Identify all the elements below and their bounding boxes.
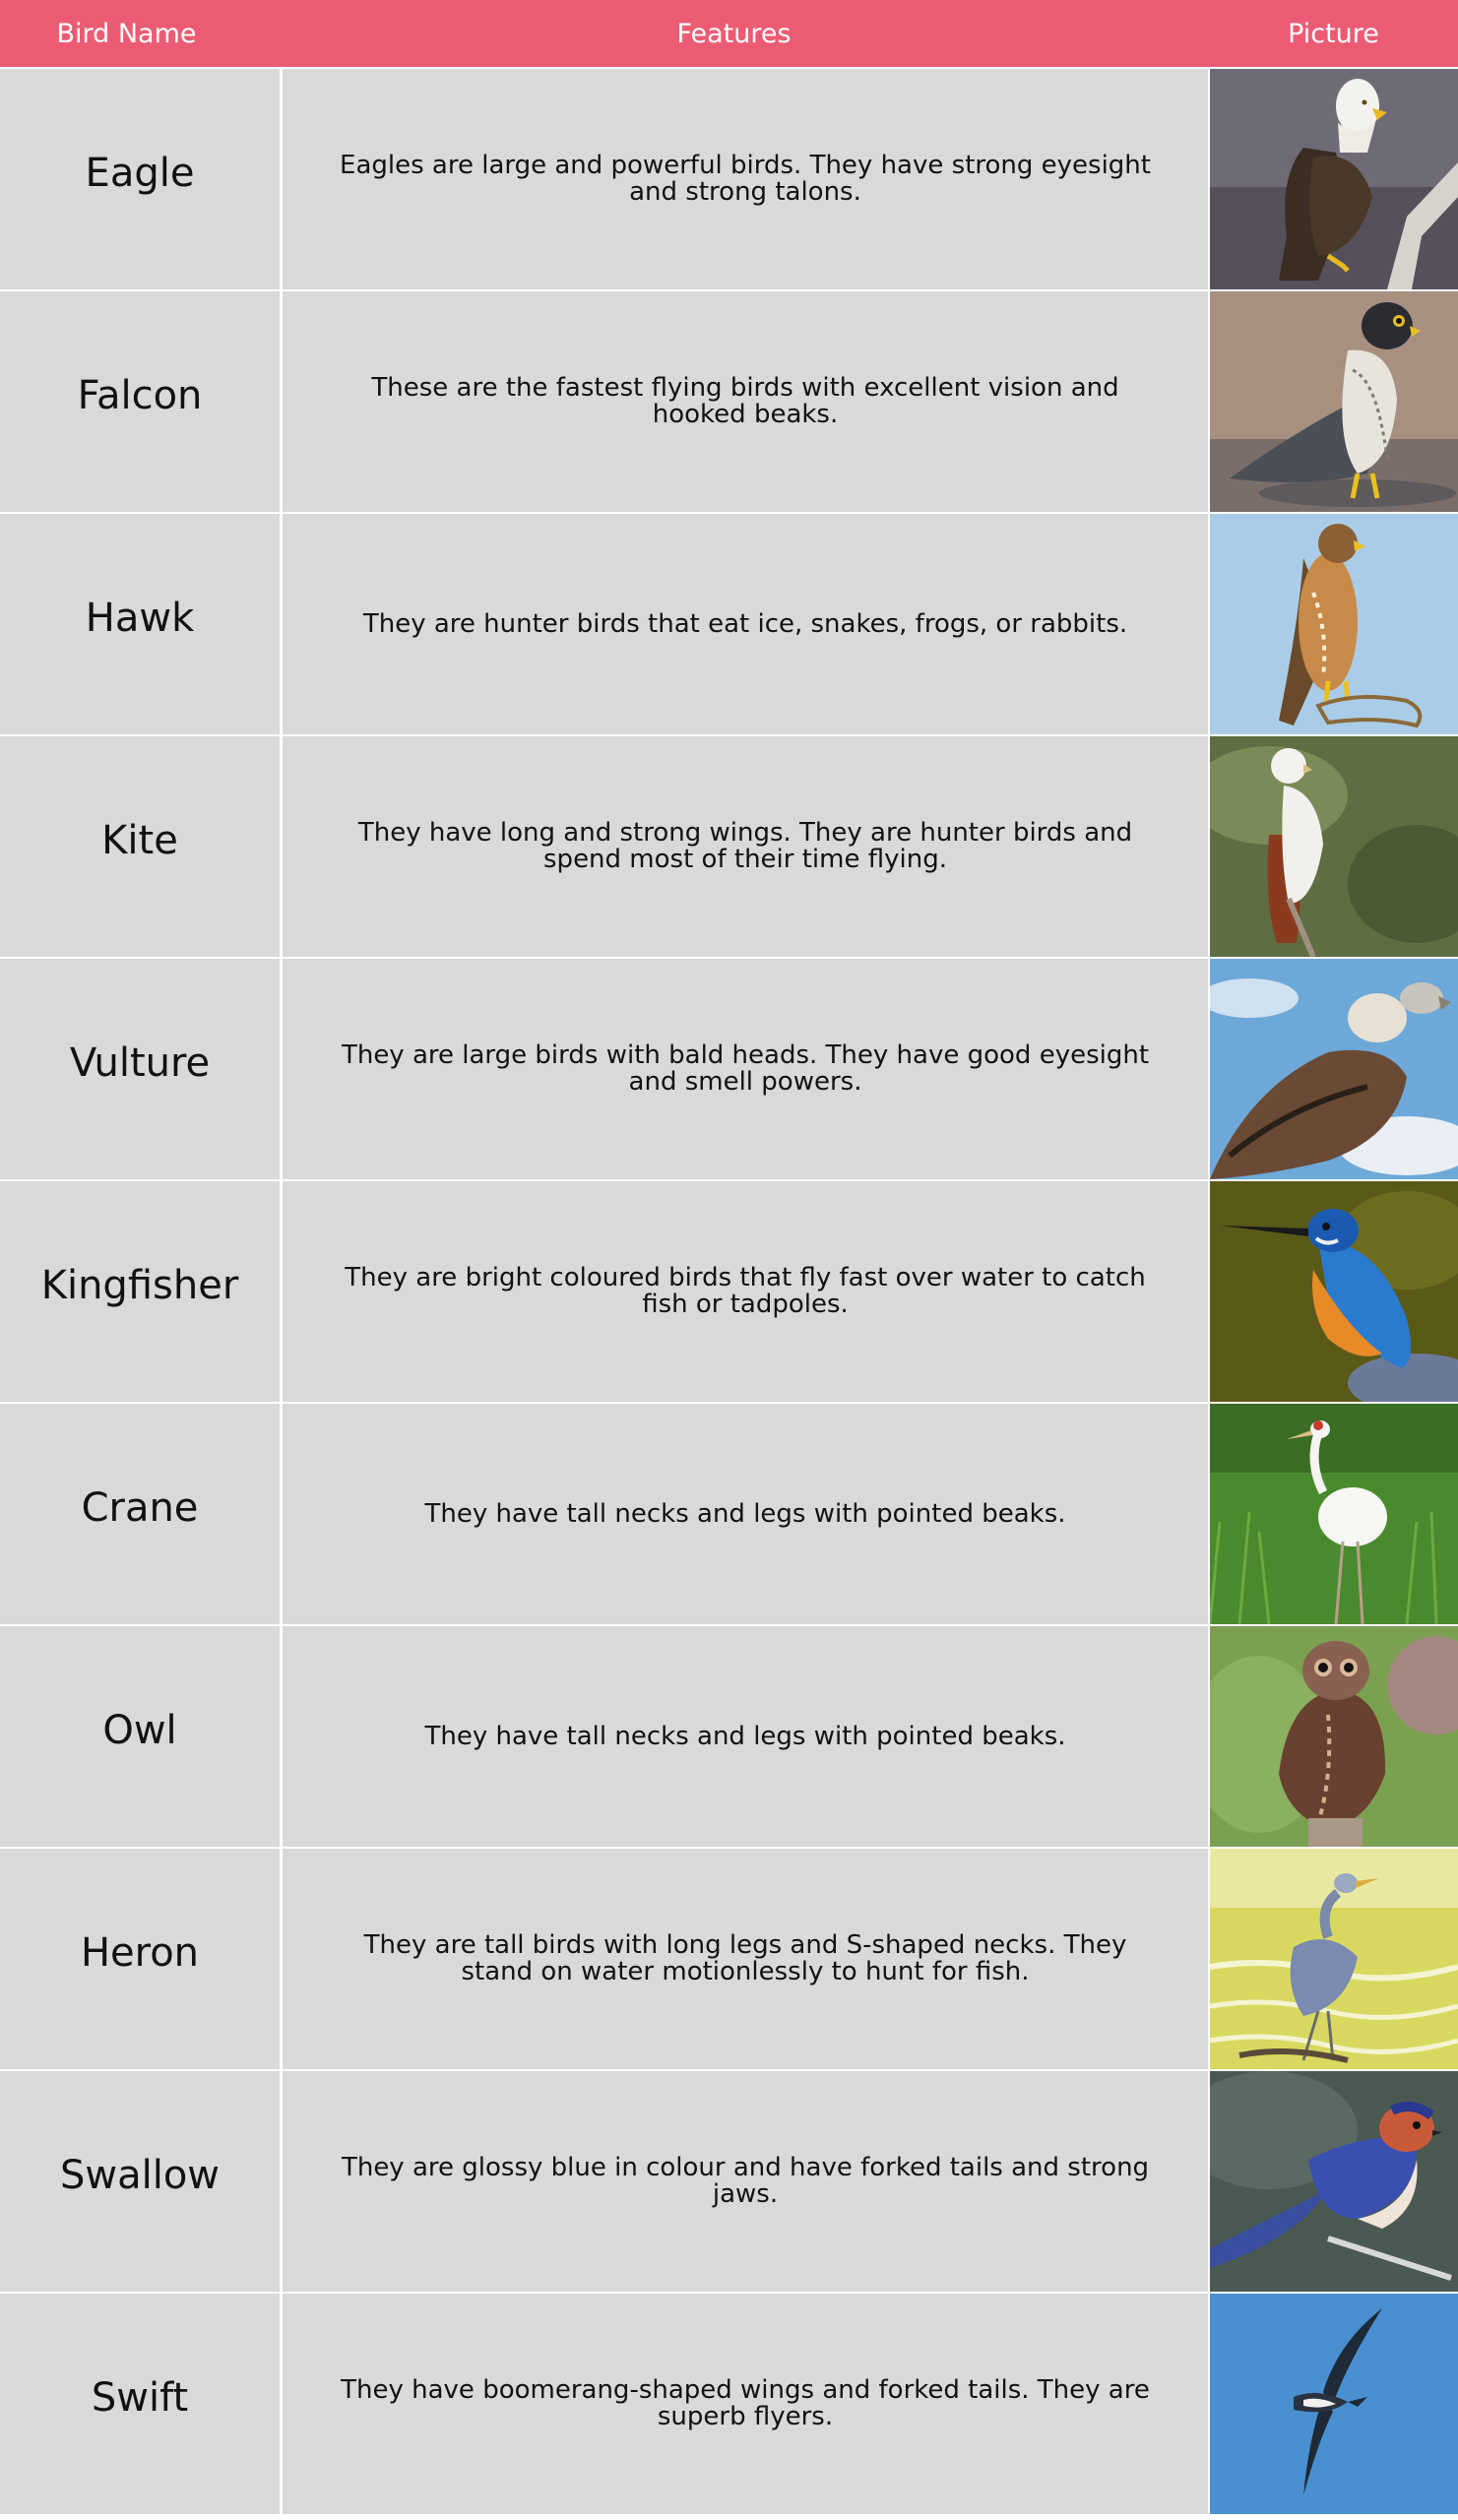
table-header <box>0 0 1458 67</box>
bird-features: Eagles are large and powerful birds. They have strong eyesight and strong talons. <box>283 69 1208 289</box>
table-row <box>0 1626 1458 1847</box>
bird-features: They have tall necks and legs with pointed beaks. <box>283 1404 1208 1624</box>
bird-features: They are glossy blue in colour and have forked tails and strong jaws. <box>283 2071 1208 2292</box>
falcon-photo <box>1210 291 1458 512</box>
bird-name: Owl <box>0 1626 280 1847</box>
table-row <box>0 736 1458 957</box>
owl-photo <box>1210 1626 1458 1847</box>
header-features: Features <box>676 18 792 49</box>
bird-name: Kingfisher <box>0 1181 280 1402</box>
table-row <box>0 1181 1458 1402</box>
bird-name: Vulture <box>0 959 280 1179</box>
eagle-photo <box>1210 69 1458 289</box>
bird-features: They are tall birds with long legs and S-shaped necks. They stand on water motionlessly to hunt for fish. <box>283 1849 1208 2069</box>
table-row <box>0 1404 1458 1624</box>
bird-features: These are the fastest flying birds with excellent vision and hooked beaks. <box>283 291 1208 512</box>
bird-name: Kite <box>0 736 280 957</box>
bird-name: Swift <box>0 2294 280 2514</box>
crane-photo <box>1210 1404 1458 1624</box>
kite-photo <box>1210 736 1458 957</box>
header-picture: Picture <box>1288 18 1379 49</box>
bird-name: Eagle <box>0 69 280 289</box>
table-row <box>0 514 1458 734</box>
hawk-photo <box>1210 514 1458 734</box>
kingfisher-photo <box>1210 1181 1458 1402</box>
header-bird-name: Bird Name <box>56 18 197 49</box>
table-row <box>0 2071 1458 2292</box>
table-row <box>0 1849 1458 2069</box>
bird-name: Heron <box>0 1849 280 2069</box>
table-row <box>0 291 1458 512</box>
bird-name: Falcon <box>0 291 280 512</box>
table-row <box>0 2294 1458 2514</box>
bird-name: Swallow <box>0 2071 280 2292</box>
bird-name: Hawk <box>0 514 280 734</box>
bird-features: They have boomerang-shaped wings and forked tails. They are superb flyers. <box>283 2294 1208 2514</box>
swift-photo <box>1210 2294 1458 2514</box>
bird-features: They are hunter birds that eat ice, snakes, frogs, or rabbits. <box>283 514 1208 734</box>
table-row <box>0 69 1458 289</box>
swallow-photo <box>1210 2071 1458 2292</box>
bird-features: They have tall necks and legs with pointed beaks. <box>283 1626 1208 1847</box>
table-row <box>0 959 1458 1179</box>
bird-features: They have long and strong wings. They are hunter birds and spend most of their time flying. <box>283 736 1208 957</box>
bird-features: They are large birds with bald heads. They have good eyesight and smell powers. <box>283 959 1208 1179</box>
vulture-photo <box>1210 959 1458 1179</box>
bird-features: They are bright coloured birds that fly fast over water to catch fish or tadpoles. <box>283 1181 1208 1402</box>
bird-name: Crane <box>0 1404 280 1624</box>
heron-photo <box>1210 1849 1458 2069</box>
